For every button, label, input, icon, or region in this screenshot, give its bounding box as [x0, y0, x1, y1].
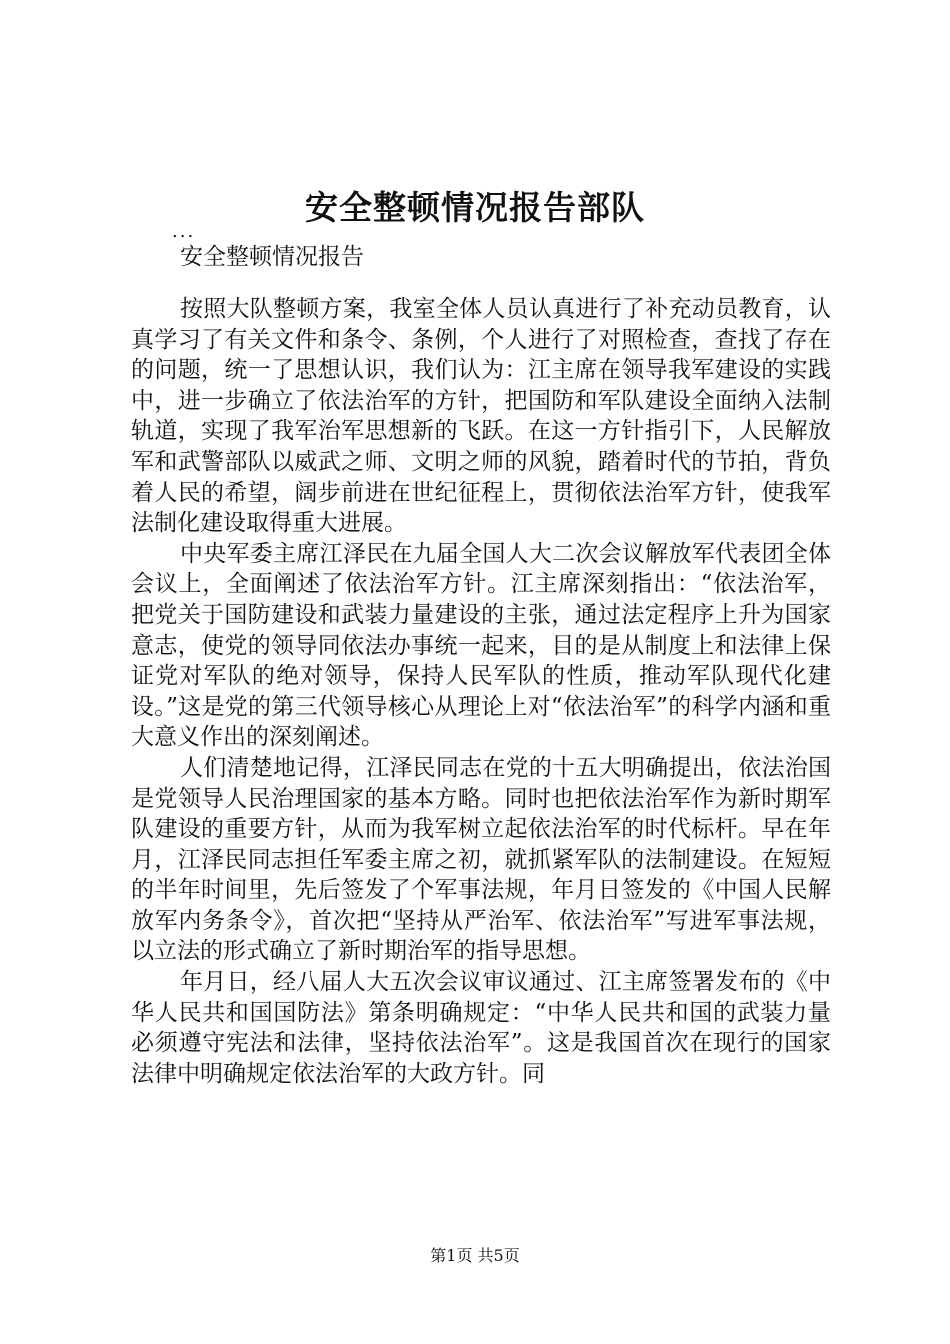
paragraph: 按照大队整顿方案，我室全体人员认真进行了补充动员教育，认真学习了有关文件和条令、条例，个人进行了对照检查，查找了存在的问题，统一了思想认识，我们认为：江主席在领导我军建设的实践中，进一步确立了依法治军的方针，把国防和军队建设全面纳入法制轨道，实现了我军治军思想新的飞跃。在这一方针指引下，人民解放军和武警部队以威武之师、文明之师的风貌，踏着时代的节拍，背负着人民的希望，阔步前进在世纪征程上，贯彻依法治军方针，使我军法制化建设取得重大进展。 [131, 296, 831, 537]
page-footer: 第1页 共5页 [430, 1246, 520, 1265]
paragraph: 人们清楚地记得，江泽民同志在党的十五大明确提出，依法治国是党领导人民治理国家的基本方略。同时也把依法治军作为新时期军队建设的重要方针，从而为我军树立起依法治军的时代标杆。早在年月，江泽民同志担任军委主席之初，就抓紧军队的法制建设。在短短的半年时间里，先后签发了个军事法规，年月日签发的《中国人民解放军内务条令》，首次把“坚持从严治军、依法治军”写进军事法规，以立法的形式确立了新时期治军的指导思想。 [131, 754, 831, 965]
report-subtitle: 安全整顿情况报告 [180, 244, 364, 270]
paragraph: 年月日，经八届人大五次会议审议通过、江主席签署发布的《中华人民共和国国防法》第条明确规定：“中华人民共和国的武装力量必须遵守宪法和法律，坚持依法治军”。这是我国首次在现行的国家法律中明确规定依法治军的大政方针。同 [131, 969, 831, 1087]
document-title: 安全整顿情况报告部队 [305, 188, 645, 227]
document-body [131, 294, 831, 1089]
paragraph: 中央军委主席江泽民在九届全国人大二次会议解放军代表团全体会议上，全面阐述了依法治军方针。江主席深刻指出：“依法治军，把党关于国防建设和武装力量建设的主张，通过法定程序上升为国家意志，使党的领导同依法办事统一起来，目的是从制度上和法律上保证党对军队的绝对领导，保持人民军队的性质，推动军队现代化建设。”这是党的第三代领导核心从理论上对“依法治军”的科学内涵和重大意义作出的深刻阐述。 [131, 540, 831, 751]
ellipsis-mark: ... [172, 221, 196, 242]
